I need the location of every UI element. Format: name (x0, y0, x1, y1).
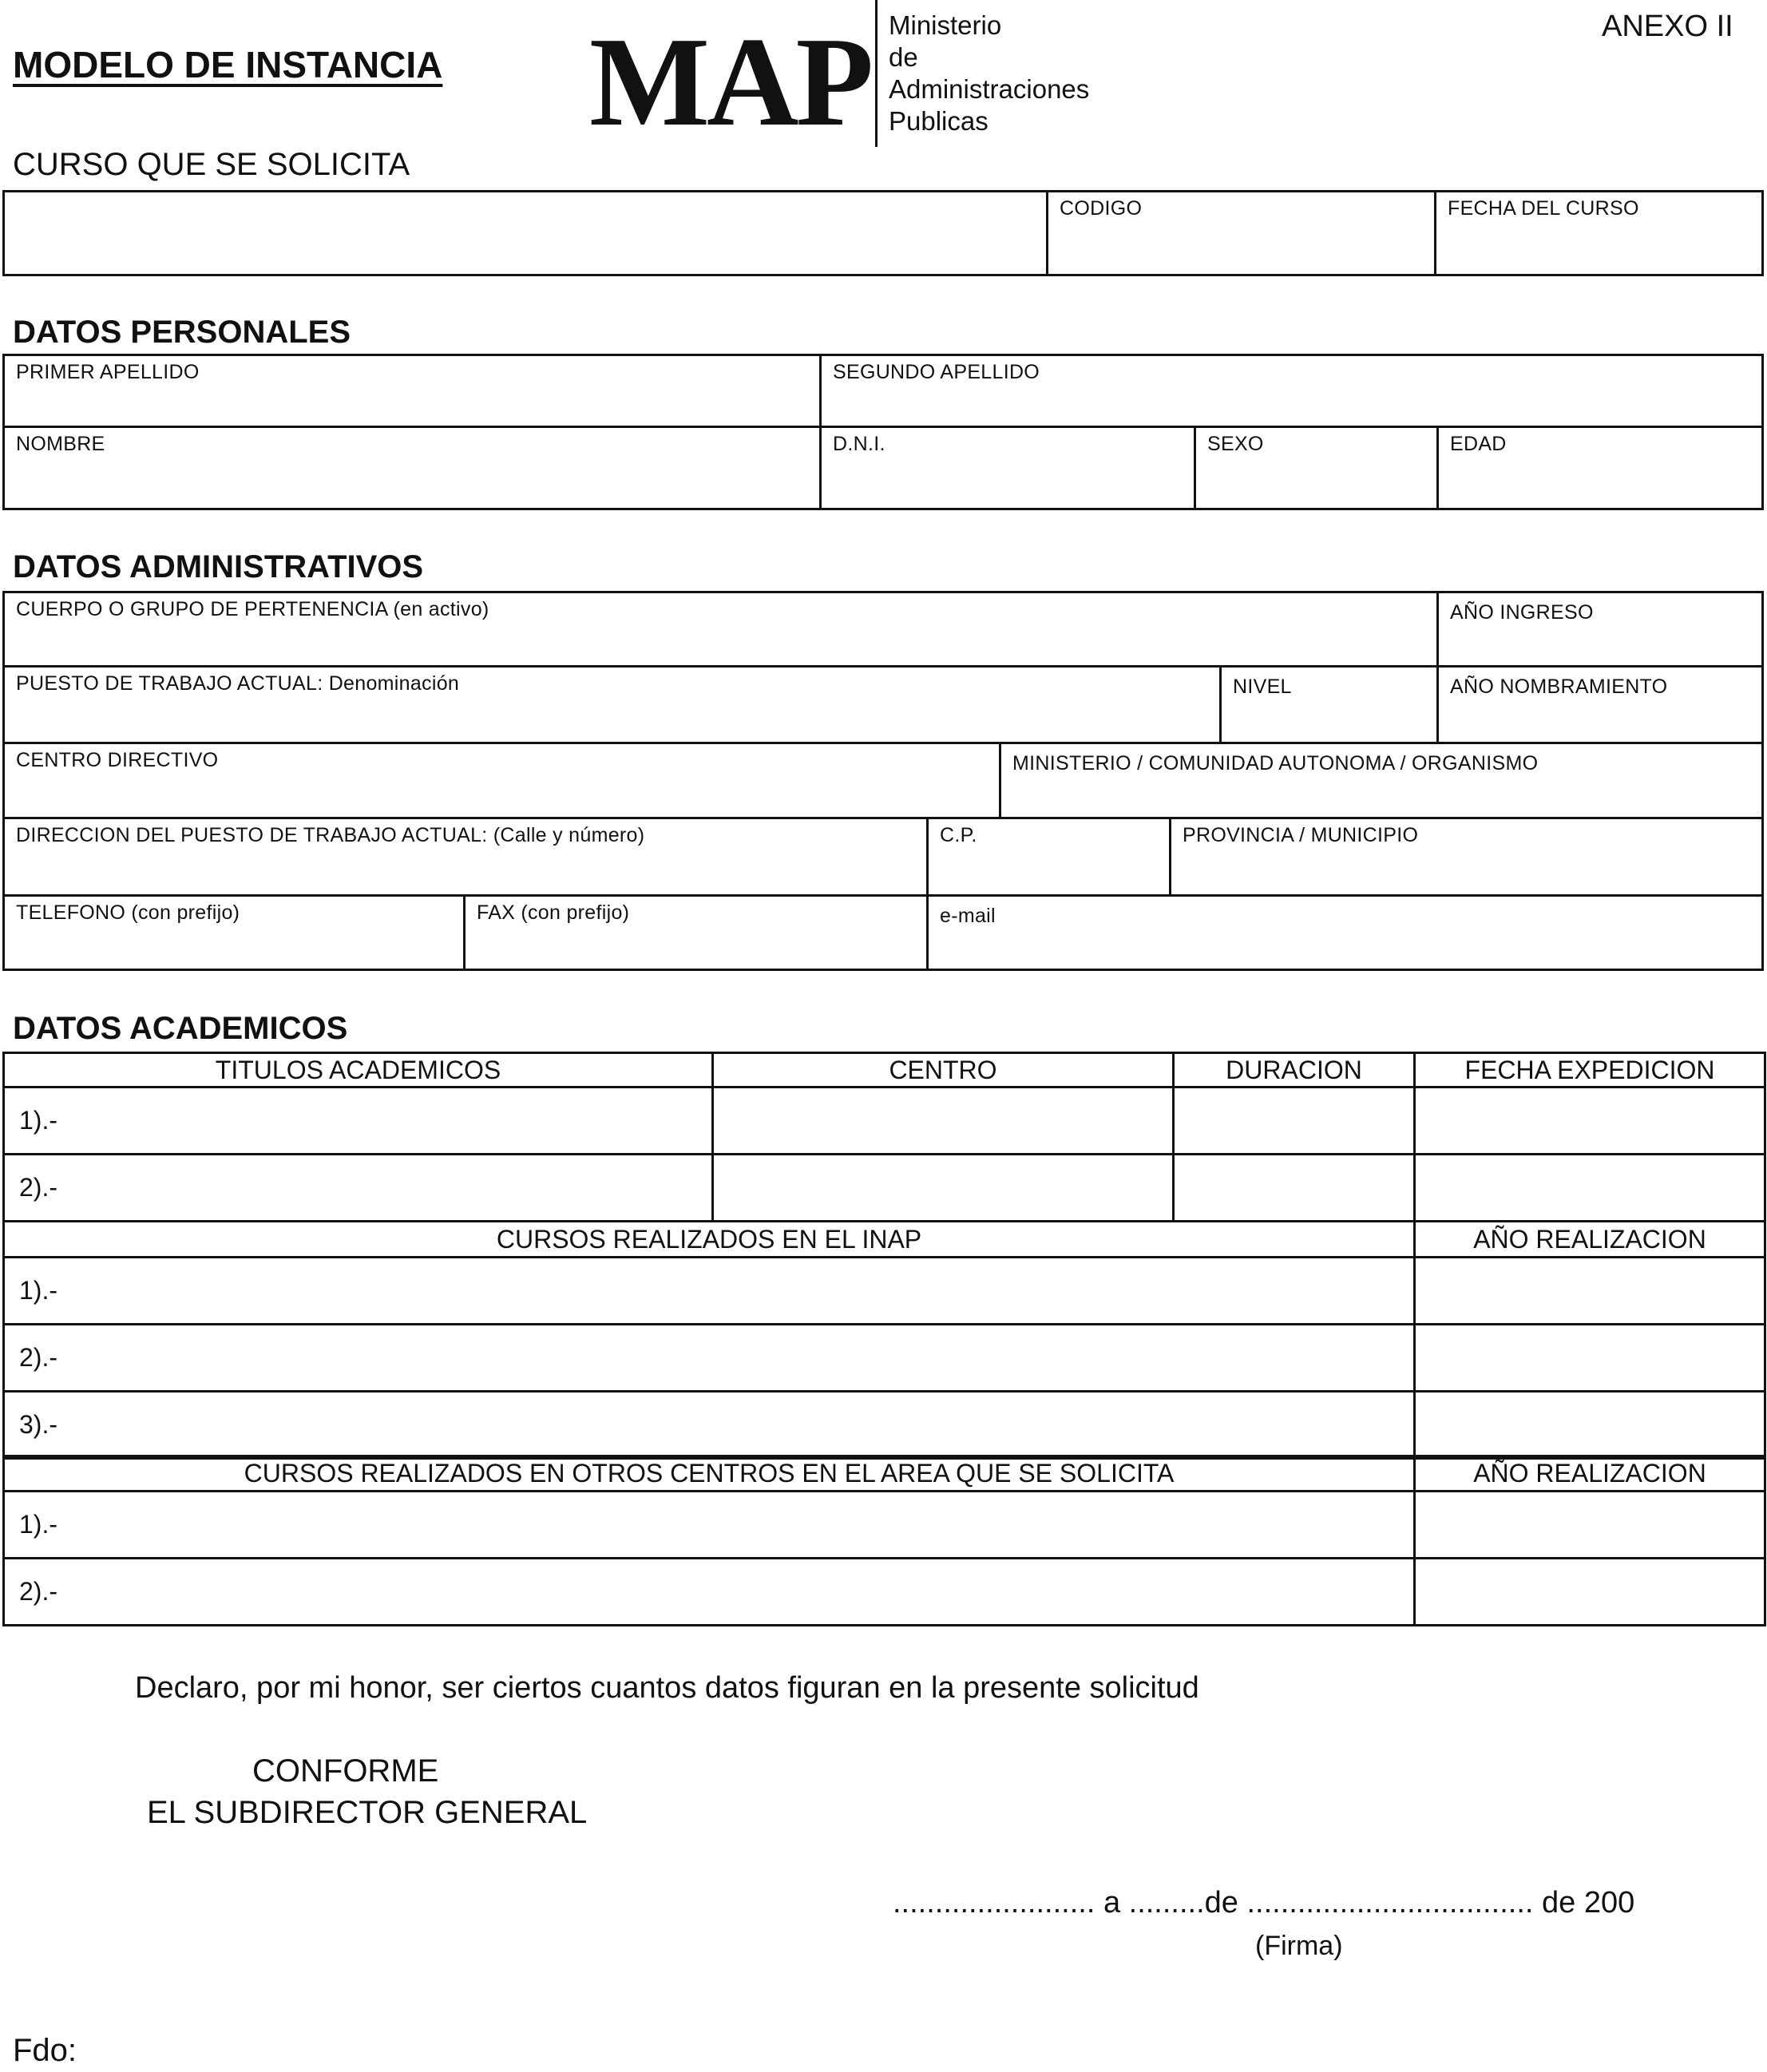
year-cell[interactable] (1415, 1258, 1765, 1325)
table-header-row (4, 1222, 1765, 1258)
email-field[interactable] (926, 894, 1764, 971)
ministry-line: Ministerio (889, 10, 1002, 40)
ministry-line: de (889, 42, 918, 72)
personal-data-heading: DATOS PERSONALES (13, 315, 351, 350)
course-name-field[interactable] (2, 190, 1048, 276)
fax-label: FAX (con prefijo) (477, 901, 630, 924)
province-label: PROVINCIA / MUNICIPIO (1183, 824, 1419, 846)
signed-by-label: Fdo: (13, 2033, 77, 2068)
course-cell[interactable]: 2).- (4, 1559, 1415, 1626)
appointment-year-label: AÑO NOMBRAMIENTO (1450, 675, 1668, 698)
titles-header: TITULOS ACADEMICOS (4, 1053, 713, 1088)
table-row (4, 1492, 1765, 1559)
map-logo: MAP (589, 10, 871, 153)
age-field[interactable] (1436, 426, 1764, 510)
ministry-field[interactable] (999, 742, 1764, 819)
ministry-line: Administraciones (889, 74, 1090, 104)
first-surname-label: PRIMER APELLIDO (16, 361, 200, 383)
table-row (4, 1258, 1765, 1325)
job-title-field[interactable] (2, 665, 1222, 744)
entry-year-label: AÑO INGRESO (1450, 601, 1594, 624)
sex-label: SEXO (1207, 433, 1264, 455)
phone-label: TELEFONO (con prefijo) (16, 901, 240, 924)
age-label: EDAD (1450, 433, 1507, 455)
postal-code-field[interactable] (926, 817, 1171, 897)
sex-field[interactable] (1194, 426, 1439, 510)
year-cell[interactable] (1415, 1325, 1765, 1392)
ministry-label: MINISTERIO / COMUNIDAD AUTONOMA / ORGANISMO (1012, 752, 1539, 775)
issue-date-cell[interactable] (1415, 1088, 1765, 1155)
table-row (4, 1155, 1765, 1222)
email-label: e-mail (940, 905, 996, 927)
approval-text: CONFORME (252, 1753, 439, 1789)
dni-label: D.N.I. (833, 433, 885, 455)
other-courses-table (2, 1455, 1766, 1626)
fax-field[interactable] (463, 894, 929, 971)
directorate-label: CENTRO DIRECTIVO (16, 749, 219, 771)
body-group-label: CUERPO O GRUPO DE PERTENENCIA (en activo) (16, 598, 489, 620)
course-cell[interactable]: 2).- (4, 1325, 1415, 1392)
year-cell[interactable] (1415, 1392, 1765, 1459)
table-header-row (4, 1456, 1765, 1492)
duration-cell[interactable] (1174, 1088, 1415, 1155)
academic-data-heading: DATOS ACADEMICOS (13, 1011, 348, 1046)
title-cell[interactable]: 1).- (4, 1088, 713, 1155)
directorate-field[interactable] (2, 742, 1001, 819)
annex-label: ANEXO II (1602, 10, 1733, 43)
other-courses-header: CURSOS REALIZADOS EN OTROS CENTROS EN EL AREA QUE SE SOLICITA (4, 1456, 1415, 1492)
ministry-name (889, 10, 1089, 137)
job-title-label: PUESTO DE TRABAJO ACTUAL: Denominación (16, 672, 460, 695)
first-name-label: NOMBRE (16, 433, 105, 455)
declaration-text: Declaro, por mi honor, ser ciertos cuantos datos figuran en la presente solicitud (135, 1671, 1199, 1705)
course-code-field[interactable] (1046, 190, 1436, 276)
first-surname-field[interactable] (2, 354, 822, 428)
work-address-field[interactable] (2, 817, 929, 897)
appointment-year-field[interactable] (1436, 665, 1764, 744)
issue-date-header: FECHA EXPEDICION (1415, 1053, 1765, 1088)
academic-titles-table (2, 1052, 1766, 1222)
course-code-label: CODIGO (1060, 197, 1143, 220)
dni-field[interactable] (819, 426, 1196, 510)
course-cell[interactable]: 3).- (4, 1392, 1415, 1459)
table-header-row (4, 1053, 1765, 1088)
signature-label: (Firma) (1255, 1931, 1343, 1961)
first-name-field[interactable] (2, 426, 822, 510)
center-cell[interactable] (713, 1155, 1174, 1222)
course-cell[interactable]: 1).- (4, 1492, 1415, 1559)
year-header: AÑO REALIZACION (1415, 1222, 1765, 1258)
inap-courses-header: CURSOS REALIZADOS EN EL INAP (4, 1222, 1415, 1258)
issue-date-cell[interactable] (1415, 1155, 1765, 1222)
province-field[interactable] (1169, 817, 1764, 897)
work-address-label: DIRECCION DEL PUESTO DE TRABAJO ACTUAL: (Calle y número) (16, 824, 645, 846)
table-row (4, 1392, 1765, 1459)
ministry-line: Publicas (889, 106, 988, 136)
course-heading: CURSO QUE SE SOLICITA (13, 147, 410, 182)
form-title: MODELO DE INSTANCIA (13, 44, 443, 85)
course-cell[interactable]: 1).- (4, 1258, 1415, 1325)
duration-header: DURACION (1174, 1053, 1415, 1088)
duration-cell[interactable] (1174, 1155, 1415, 1222)
course-date-label: FECHA DEL CURSO (1448, 197, 1639, 220)
place-date-line[interactable]: ........................ a .........de .................................. de 200 (893, 1886, 1635, 1919)
year-cell[interactable] (1415, 1492, 1765, 1559)
table-row (4, 1559, 1765, 1626)
center-cell[interactable] (713, 1088, 1174, 1155)
title-cell[interactable]: 2).- (4, 1155, 713, 1222)
level-label: NIVEL (1233, 675, 1292, 698)
phone-field[interactable] (2, 894, 466, 971)
year-header: AÑO REALIZACION (1415, 1456, 1765, 1492)
table-row (4, 1088, 1765, 1155)
table-row (4, 1325, 1765, 1392)
course-date-field[interactable] (1434, 190, 1764, 276)
second-surname-label: SEGUNDO APELLIDO (833, 361, 1040, 383)
body-group-field[interactable] (2, 591, 1439, 668)
entry-year-field[interactable] (1436, 591, 1764, 668)
center-header: CENTRO (713, 1053, 1174, 1088)
postal-code-label: C.P. (940, 824, 977, 846)
inap-courses-table (2, 1220, 1766, 1460)
admin-data-heading: DATOS ADMINISTRATIVOS (13, 549, 424, 584)
level-field[interactable] (1219, 665, 1439, 744)
year-cell[interactable] (1415, 1559, 1765, 1626)
logo-divider (875, 0, 878, 147)
subdirector-text: EL SUBDIRECTOR GENERAL (147, 1795, 588, 1830)
second-surname-field[interactable] (819, 354, 1764, 428)
